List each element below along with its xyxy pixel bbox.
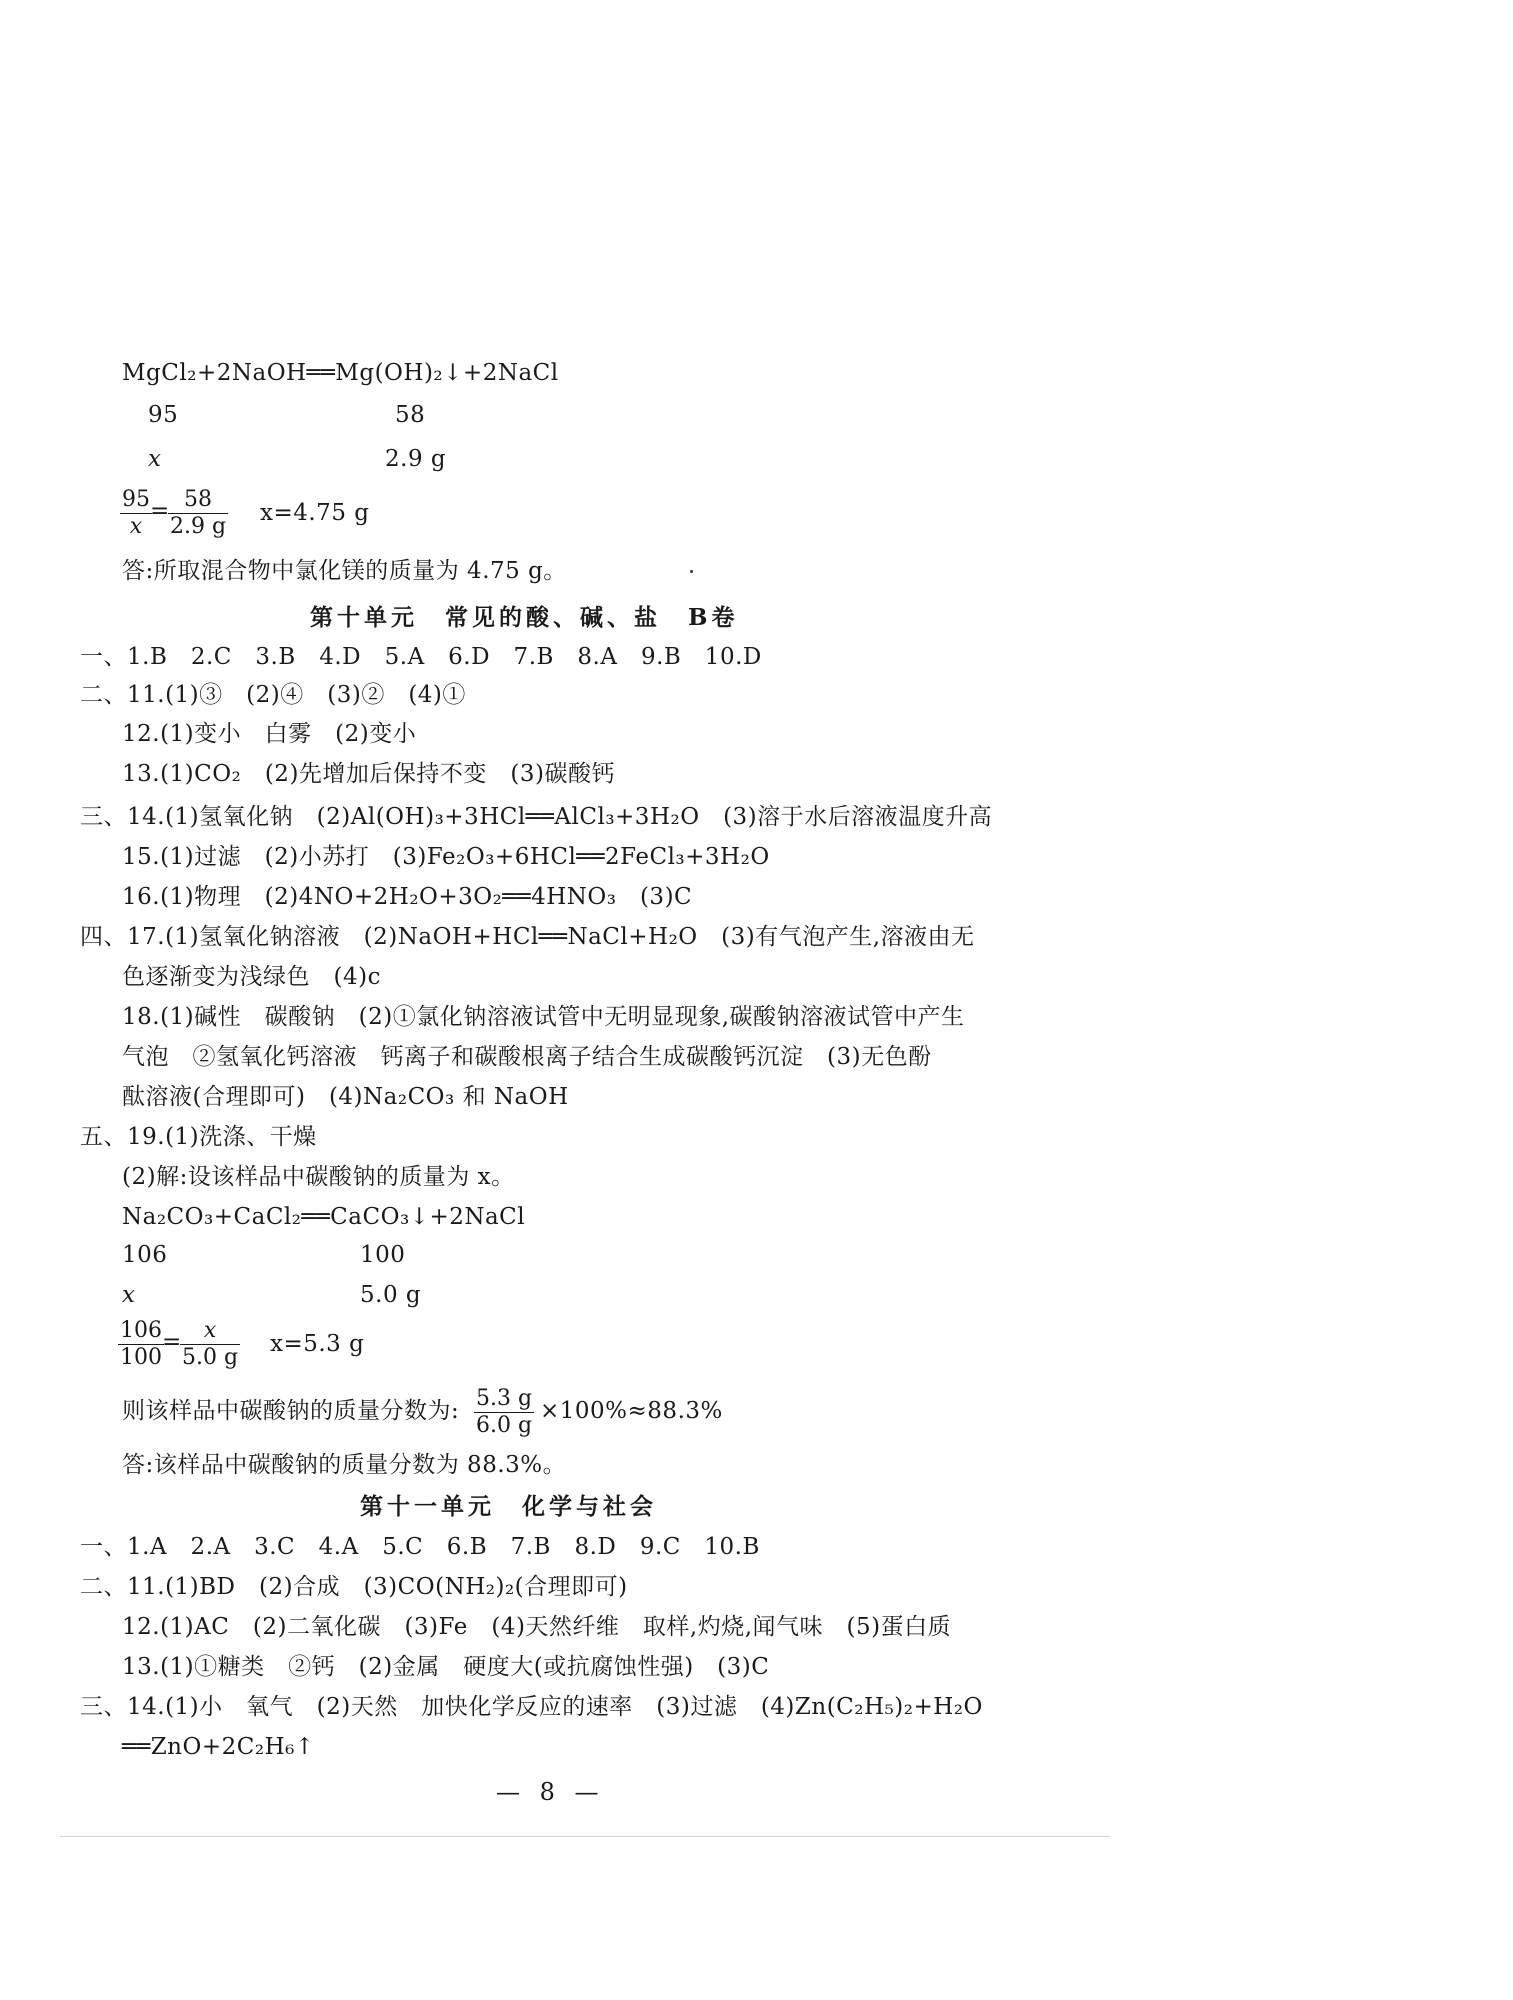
answer-line: 三、14.(1)氢氧化钠 (2)Al(OH)₃+3HCl══AlCl₃+3H₂O (3)溶于水后溶液温度升高: [80, 804, 993, 830]
equals-sign: =: [150, 498, 170, 524]
answer-line: 二、11.(1)③ (2)④ (3)② (4)①: [80, 682, 466, 708]
result-line: x=5.3 g: [270, 1331, 365, 1357]
answer-line: 答:所取混合物中氯化镁的质量为 4.75 g。: [122, 558, 567, 584]
fraction-numerator: x: [180, 1318, 240, 1345]
molar-mass-value: 106: [122, 1242, 168, 1268]
molar-mass-value: 100: [360, 1242, 406, 1268]
molar-mass-value: 58: [395, 402, 426, 428]
page-number: — 8 —: [496, 1778, 605, 1806]
equation-line: Na₂CO₃+CaCl₂══CaCO₃↓+2NaCl: [122, 1204, 526, 1230]
fraction-denominator: 5.0 g: [182, 1345, 239, 1370]
answer-line: 气泡 ②氢氧化钙溶液 钙离子和碳酸根离子结合生成碳酸钙沉淀 (3)无色酚: [122, 1044, 932, 1070]
fraction: [474, 1386, 534, 1439]
answer-line: 三、14.(1)小 氧气 (2)天然 加快化学反应的速率 (3)过滤 (4)Zn(C₂H₅)₂+H₂O: [80, 1694, 983, 1720]
answer-line: 答:该样品中碳酸钠的质量分数为 88.3%。: [122, 1452, 567, 1478]
answer-line: 12.(1)变小 白雾 (2)变小: [122, 721, 417, 747]
unknown-variable: x: [122, 1282, 136, 1308]
answer-line: ×100%≈88.3%: [540, 1398, 723, 1424]
fraction-numerator: 106: [120, 1318, 162, 1343]
equals-sign: =: [162, 1329, 182, 1355]
fraction: [120, 487, 152, 540]
fraction-denominator: x: [129, 514, 143, 539]
mass-value: 2.9 g: [385, 446, 447, 472]
speck: [690, 570, 693, 573]
answer-line: 则该样品中碳酸钠的质量分数为:: [122, 1398, 460, 1424]
mass-value: 5.0 g: [360, 1282, 422, 1308]
answer-line: 酞溶液(合理即可) (4)Na₂CO₃ 和 NaOH: [122, 1084, 569, 1110]
result-line: x=4.75 g: [260, 500, 370, 526]
answer-line: 一、1.A 2.A 3.C 4.A 5.C 6.B 7.B 8.D 9.C 10.B: [80, 1534, 760, 1560]
equation-line: MgCl₂+2NaOH══Mg(OH)₂↓+2NaCl: [122, 360, 559, 386]
scan-edge-line: [60, 1836, 1110, 1837]
fraction: [168, 487, 228, 540]
answer-line: 12.(1)AC (2)二氧化碳 (3)Fe (4)天然纤维 取样,灼烧,闻气味 (5)蛋白质: [122, 1614, 952, 1640]
answer-line: 色逐渐变为浅绿色 (4)c: [122, 964, 381, 990]
fraction: [118, 1318, 164, 1371]
fraction-numerator: 5.3 g: [476, 1386, 533, 1411]
answer-line: 二、11.(1)BD (2)合成 (3)CO(NH₂)₂(合理即可): [80, 1574, 628, 1600]
molar-mass-value: 95: [148, 402, 179, 428]
answer-line: 15.(1)过滤 (2)小苏打 (3)Fe₂O₃+6HCl══2FeCl₃+3H₂O: [122, 844, 770, 870]
answer-line: 五、19.(1)洗涤、干燥: [80, 1124, 317, 1150]
answer-line: 四、17.(1)氢氧化钠溶液 (2)NaOH+HCl══NaCl+H₂O (3)有气泡产生,溶液由无: [80, 924, 975, 950]
answer-line: 13.(1)①糖类 ②钙 (2)金属 硬度大(或抗腐蚀性强) (3)C: [122, 1654, 770, 1680]
fraction-denominator: 100: [120, 1345, 162, 1370]
unknown-variable: x: [148, 446, 162, 472]
answer-line: 13.(1)CO₂ (2)先增加后保持不变 (3)碳酸钙: [122, 761, 615, 787]
answer-line: 一、1.B 2.C 3.B 4.D 5.A 6.D 7.B 8.A 9.B 10.D: [80, 644, 762, 670]
answer-line: 16.(1)物理 (2)4NO+2H₂O+3O₂══4HNO₃ (3)C: [122, 884, 693, 910]
fraction-denominator: 6.0 g: [476, 1413, 533, 1438]
answer-line: (2)解:设该样品中碳酸钠的质量为 x。: [122, 1164, 515, 1190]
section-heading: 第十一单元 化学与社会: [360, 1493, 657, 1520]
fraction-numerator: 95: [122, 487, 150, 512]
answer-line: 18.(1)碱性 碳酸钠 (2)①氯化钠溶液试管中无明显现象,碳酸钠溶液试管中产生: [122, 1004, 965, 1030]
fraction-denominator: 2.9 g: [170, 514, 227, 539]
fraction: [180, 1318, 240, 1371]
fraction-numerator: 58: [168, 487, 228, 514]
answer-line: ══ZnO+2C₂H₆↑: [122, 1734, 315, 1760]
section-heading: 第十单元 常见的酸、碱、盐 B卷: [310, 604, 739, 631]
